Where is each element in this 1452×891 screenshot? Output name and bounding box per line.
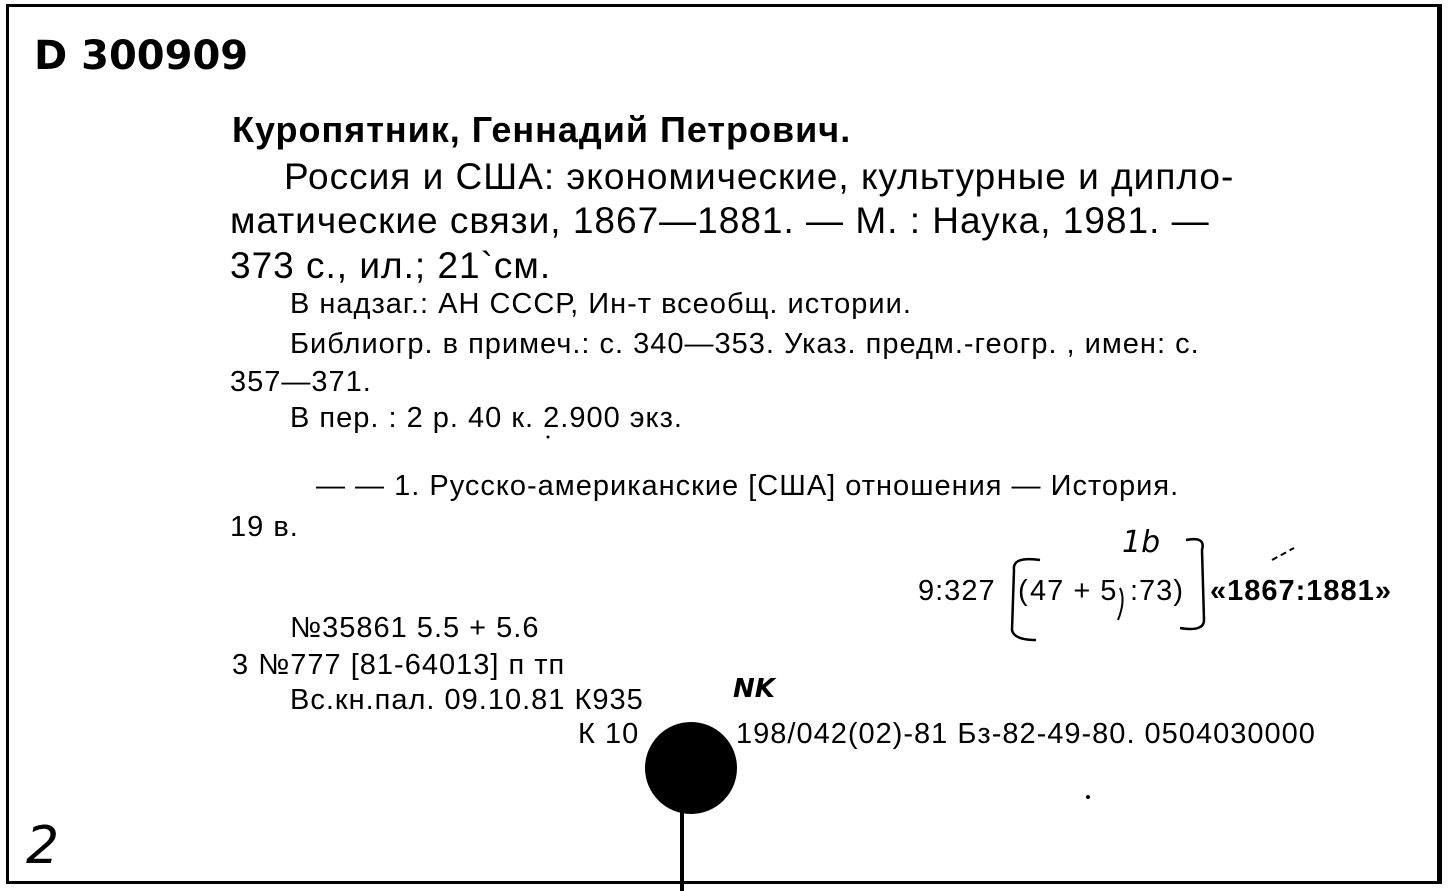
note-line-1: В надзаг.: АН СССР, Ин-т всеобщ. истории. xyxy=(290,288,912,320)
handwritten-number: 1b xyxy=(1122,525,1161,560)
footer-code-left: К 10 xyxy=(578,718,640,750)
subject-line-1: — — 1. Русско-американские [США] отношения — История. xyxy=(316,470,1180,502)
footer-code-right: 198/042(02)-81 Бз-82-49-80. 0504030000 xyxy=(736,718,1316,750)
inventory-number: D 300909 xyxy=(34,33,249,79)
title-line-2: матические связи, 1867—1881. — М. : Наука, 1981. — xyxy=(230,200,1210,241)
title-line-1: Россия и США: экономические, культурные и дипло- xyxy=(284,156,1235,197)
classification-open-paren: ( xyxy=(1018,575,1029,607)
note-line-4: В пер. : 2 р. 40 к. 2.900 экз. xyxy=(290,402,683,434)
subject-line-2: 19 в. xyxy=(230,511,299,543)
classification-prefix: 9:327 xyxy=(918,575,996,607)
author-heading: Куропятник, Геннадий Петрович. xyxy=(232,109,852,150)
classification-inner: 47 + 5 xyxy=(1030,575,1118,607)
record-line-1: №35861 5.5 + 5.6 xyxy=(290,612,540,644)
classification-inner-rest: :73) xyxy=(1130,575,1184,607)
handwritten-initials: NK xyxy=(733,674,775,704)
record-line-2: 3 №777 [81-64013] п тп xyxy=(232,649,566,681)
classification-date-range: «1867:1881» xyxy=(1210,575,1392,607)
note-line-2: Библиогр. в примеч.: с. 340—353. Указ. предм.-геогр. , имен: с. xyxy=(290,328,1200,360)
note-line-3: 357—371. xyxy=(230,366,372,398)
record-line-3: Вс.кн.пал. 09.10.81 К935 xyxy=(290,684,644,716)
corner-mark: 2 xyxy=(26,816,60,876)
title-line-3: 373 с., ил.; 21`см. xyxy=(230,245,552,286)
